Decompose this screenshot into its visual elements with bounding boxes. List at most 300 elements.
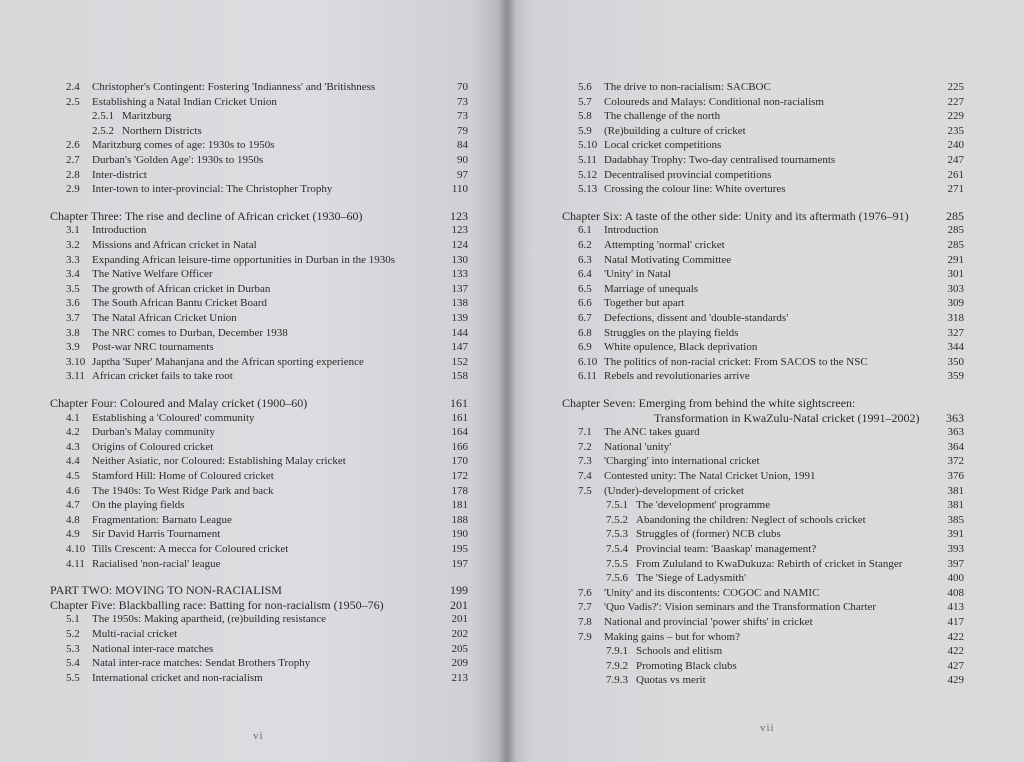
toc-heading-title: Chapter Five: Blackballing race: Batting for non-racialism (1950–76) xyxy=(50,597,384,612)
toc-page-number: 181 xyxy=(451,499,468,512)
toc-page-number: 285 xyxy=(947,224,964,237)
toc-entry-number: 5.6 xyxy=(578,81,592,93)
toc-entry xyxy=(0,355,512,370)
toc-page-number: 327 xyxy=(947,326,964,339)
toc-heading xyxy=(0,209,512,224)
toc-entry-number: 3.11 xyxy=(66,370,85,383)
toc-entry-title: The Native Welfare Officer xyxy=(92,268,213,281)
toc-entry-number: 6.3 xyxy=(578,253,592,266)
toc-heading xyxy=(506,396,1024,411)
toc-entry-title: The NRC comes to Durban, December 1938 xyxy=(92,326,288,339)
toc-entry-number: 2.7 xyxy=(66,154,80,166)
toc-entry xyxy=(0,642,512,657)
toc-entry-title: The 'development' programme xyxy=(636,499,771,512)
toc-page-number: 205 xyxy=(451,642,468,655)
toc-entry-title: Marriage of unequals xyxy=(604,282,699,295)
toc-entry-number: 5.9 xyxy=(578,124,592,137)
toc-entry-number: 3.5 xyxy=(66,282,80,295)
toc-entry xyxy=(0,311,512,326)
toc-entry xyxy=(506,659,1024,674)
toc-heading-title: Chapter Four: Coloured and Malay cricket (1900–60) xyxy=(50,396,308,410)
toc-entry-number: 5.5 xyxy=(66,671,80,684)
toc-entry-number: 4.5 xyxy=(66,470,80,482)
toc-entry xyxy=(506,440,1024,455)
toc-entry-number: 6.5 xyxy=(578,282,592,295)
toc-entry xyxy=(506,615,1024,630)
toc-entry-title: Christopher's Contingent: Fostering 'Indianness' and 'Britishness xyxy=(92,81,376,93)
toc-page-number: 110 xyxy=(451,183,468,196)
toc-entry-title: 'Unity' and its discontents: COGOC and NAMIC xyxy=(604,586,820,599)
toc-entry-number: 5.2 xyxy=(66,628,80,640)
toc-page-number: 166 xyxy=(451,440,468,453)
toc-entry xyxy=(0,369,512,384)
toc-page-number: 364 xyxy=(947,440,964,453)
toc-entry-number: 6.9 xyxy=(578,341,592,354)
toc-entry-number: 4.6 xyxy=(66,484,80,497)
toc-entry-title: The 1940s: To West Ridge Park and back xyxy=(92,484,274,497)
toc-entry-title: National 'unity' xyxy=(604,440,672,453)
toc-entry-number: 4.4 xyxy=(66,455,80,468)
toc-entry-title: Racialised 'non-racial' league xyxy=(92,557,221,570)
toc-entry xyxy=(506,253,1024,268)
toc-page-number: 137 xyxy=(451,282,468,295)
toc-entry xyxy=(0,411,512,426)
toc-entry-number: 7.3 xyxy=(578,455,592,468)
toc-entry xyxy=(0,469,512,484)
toc-heading-title: Chapter Seven: Emerging from behind the white sightscreen: xyxy=(562,396,856,410)
toc-page-number: 123 xyxy=(451,224,468,237)
toc-entry-number: 5.7 xyxy=(578,95,592,108)
toc-entry-title: Making gains – but for whom? xyxy=(604,630,740,643)
toc-entry-title: Multi-racial cricket xyxy=(92,628,178,640)
toc-page-number: 376 xyxy=(947,470,964,482)
toc-entry xyxy=(506,267,1024,282)
toc-entry-title: The politics of non-racial cricket: From SACOS to the NSC xyxy=(604,355,868,368)
toc-entry xyxy=(506,454,1024,469)
toc-entry-number: 3.1 xyxy=(66,224,80,237)
toc-page-number: 400 xyxy=(947,572,964,585)
toc-page-number: 427 xyxy=(947,659,964,672)
toc-page-number: 429 xyxy=(947,674,964,687)
toc-entry xyxy=(506,311,1024,326)
toc-entry-number: 6.7 xyxy=(578,312,592,324)
toc-entry-title: Decentralised provincial competitions xyxy=(604,168,772,181)
right-page xyxy=(506,0,1024,762)
toc-entry-number: 5.11 xyxy=(578,154,597,166)
toc-entry-title: National and provincial 'power shifts' in cricket xyxy=(604,616,813,628)
toc-heading-title: Chapter Three: The rise and decline of African cricket (1930–60) xyxy=(50,208,363,223)
toc-entry xyxy=(506,296,1024,311)
toc-entry-title: Struggles of (former) NCB clubs xyxy=(636,528,781,541)
toc-entry xyxy=(0,326,512,341)
toc-entry-title: Durban's 'Golden Age': 1930s to 1950s xyxy=(92,154,264,166)
toc-entry-title: International cricket and non-racialism xyxy=(92,671,263,684)
toc-entry xyxy=(506,571,1024,586)
toc-page-number: 158 xyxy=(451,370,468,383)
toc-page-number: 164 xyxy=(451,426,468,439)
toc-page-number: 344 xyxy=(947,341,964,354)
toc-entry xyxy=(506,238,1024,253)
toc-page-number: 309 xyxy=(947,297,964,310)
toc-heading xyxy=(0,583,512,598)
toc-page-number: 209 xyxy=(451,657,468,670)
toc-entry-number: 3.6 xyxy=(66,297,80,310)
toc-page-number: 202 xyxy=(451,628,468,640)
toc-entry-title: Attempting 'normal' cricket xyxy=(604,239,725,251)
toc-entry-title: Maritzburg comes of age: 1930s to 1950s xyxy=(92,139,275,152)
toc-entry-title: Abandoning the children: Neglect of schools cricket xyxy=(636,513,866,526)
toc-entry-title: The 1950s: Making apartheid, (re)building resistance xyxy=(92,613,326,626)
toc-entry-title: Local cricket competitions xyxy=(604,139,722,152)
toc-page-number: 90 xyxy=(457,154,468,166)
toc-page-number: 350 xyxy=(947,355,964,368)
toc-entry-title: Post-war NRC tournaments xyxy=(92,341,214,354)
toc-entry xyxy=(0,124,512,139)
toc-heading-title: Transformation in KwaZulu-Natal cricket (1991–2002) xyxy=(654,410,920,425)
toc-entry-title: Establishing a Natal Indian Cricket Union xyxy=(92,95,277,108)
toc-page-number: 381 xyxy=(947,484,964,497)
toc-entry-number: 7.5.1 xyxy=(606,499,628,512)
toc-entry-number: 3.8 xyxy=(66,326,80,339)
toc-entry xyxy=(506,557,1024,572)
toc-entry-number: 3.4 xyxy=(66,268,80,281)
toc-entry-title: Introduction xyxy=(92,224,147,237)
toc-page-number: 97 xyxy=(457,168,468,181)
toc-page-number: 363 xyxy=(946,410,964,425)
page-number-left: vi xyxy=(253,730,264,742)
toc-entry-number: 6.6 xyxy=(578,297,592,310)
toc-page-number: 201 xyxy=(451,613,468,626)
toc-entry-number: 3.10 xyxy=(66,355,86,368)
toc-page-number: 229 xyxy=(947,110,964,123)
toc-entry xyxy=(0,671,512,686)
toc-page-number: 408 xyxy=(947,586,964,599)
toc-page-number: 225 xyxy=(947,81,964,93)
toc-page-number: 201 xyxy=(450,597,468,612)
toc-page-number: 391 xyxy=(947,528,964,541)
toc-entry-title: (Re)building a culture of cricket xyxy=(604,124,746,137)
toc-entry xyxy=(0,498,512,513)
toc-entry-number: 7.6 xyxy=(578,586,592,599)
toc-entry xyxy=(0,168,512,183)
toc-entry-number: 5.10 xyxy=(578,139,598,152)
toc-page-number: 261 xyxy=(947,168,964,181)
toc-entry-number: 3.3 xyxy=(66,253,80,266)
toc-entry-title: Inter-district xyxy=(92,168,147,181)
toc-entry-number: 7.5.5 xyxy=(606,557,628,570)
toc-entry-number: 2.8 xyxy=(66,168,80,181)
toc-entry-title: Defections, dissent and 'double-standards' xyxy=(604,312,789,324)
toc-page-number: 303 xyxy=(947,282,964,295)
toc-page-number: 240 xyxy=(947,139,964,152)
toc-entry-number: 5.3 xyxy=(66,642,80,655)
toc-entry xyxy=(506,182,1024,197)
toc-entry-title: 'Quo Vadis?': Vision seminars and the Transformation Charter xyxy=(604,601,877,614)
toc-entry xyxy=(506,80,1024,95)
toc-page-number: 195 xyxy=(451,543,468,555)
toc-entry-number: 7.9.1 xyxy=(606,645,628,658)
toc-page-number: 235 xyxy=(947,124,964,137)
toc-entry-number: 3.7 xyxy=(66,312,80,324)
toc-page-number: 285 xyxy=(947,239,964,251)
toc-entry-title: On the playing fields xyxy=(92,499,185,512)
toc-entry-title: 'Charging' into international cricket xyxy=(604,455,760,468)
toc-entry-number: 5.8 xyxy=(578,110,592,123)
toc-entry xyxy=(0,440,512,455)
toc-page-number: 213 xyxy=(451,671,468,684)
toc-entry-title: Northern Districts xyxy=(122,124,202,137)
toc-page-number: 124 xyxy=(451,239,468,251)
toc-entry-title: Promoting Black clubs xyxy=(636,659,737,672)
toc-entry xyxy=(506,425,1024,440)
toc-entry-title: Stamford Hill: Home of Coloured cricket xyxy=(92,470,274,482)
toc-entry xyxy=(506,673,1024,688)
toc-entry xyxy=(0,95,512,110)
toc-entry-number: 2.5.1 xyxy=(92,110,114,123)
toc-entry xyxy=(0,542,512,557)
toc-entry-title: Neither Asiatic, nor Coloured: Establishing Malay cricket xyxy=(92,455,346,468)
toc-entry xyxy=(506,223,1024,238)
toc-page-number: 385 xyxy=(947,513,964,526)
toc-page-number: 139 xyxy=(451,312,468,324)
toc-entry-number: 5.13 xyxy=(578,183,598,196)
toc-page-number: 190 xyxy=(451,528,468,541)
toc-entry xyxy=(506,498,1024,513)
toc-entry xyxy=(0,425,512,440)
toc-page-number: 271 xyxy=(947,183,964,196)
toc-page-number: 123 xyxy=(450,208,468,223)
toc-page-number: 422 xyxy=(947,645,964,658)
toc-entry xyxy=(0,296,512,311)
toc-entry-title: From Zululand to KwaDukuza: Rebirth of cricket in Stanger xyxy=(636,557,903,570)
toc-entry xyxy=(506,630,1024,645)
toc-entry xyxy=(0,612,512,627)
toc-page-number: 197 xyxy=(451,557,468,570)
toc-entry-title: Tills Crescent: A mecca for Coloured cricket xyxy=(92,543,289,555)
toc-entry-title: The drive to non-racialism: SACBOC xyxy=(604,81,771,93)
toc-entry-number: 2.6 xyxy=(66,139,80,152)
toc-entry-number: 6.2 xyxy=(578,239,592,251)
toc-entry-number: 7.9.3 xyxy=(606,674,628,687)
toc-entry-number: 4.9 xyxy=(66,528,80,541)
book-gutter xyxy=(498,0,516,762)
toc-entry-number: 3.2 xyxy=(66,239,80,251)
toc-heading xyxy=(0,598,512,613)
toc-entry xyxy=(0,454,512,469)
toc-entry-title: Expanding African leisure-time opportunities in Durban in the 1930s xyxy=(92,253,396,266)
toc-entry-number: 6.1 xyxy=(578,224,592,237)
toc-entry-number: 2.4 xyxy=(66,81,80,93)
toc-entry xyxy=(506,513,1024,528)
toc-entry-number: 2.5 xyxy=(66,95,80,108)
toc-entry-title: Crossing the colour line: White overtures xyxy=(604,183,786,196)
toc-page-number: 285 xyxy=(946,208,964,223)
toc-entry-title: (Under)-development of cricket xyxy=(604,484,744,497)
toc-page-number: 381 xyxy=(947,499,964,512)
toc-entry-number: 5.4 xyxy=(66,657,80,670)
toc-entry xyxy=(506,542,1024,557)
toc-entry xyxy=(0,627,512,642)
toc-entry-number: 2.5.2 xyxy=(92,124,114,137)
toc-entry xyxy=(506,355,1024,370)
toc-page-number: 393 xyxy=(947,543,964,555)
toc-page-number: 73 xyxy=(457,110,468,123)
toc-page-number: 130 xyxy=(451,253,468,266)
toc-entry-title: Establishing a 'Coloured' community xyxy=(92,411,255,424)
toc-entry xyxy=(506,168,1024,183)
toc-page-number: 301 xyxy=(947,268,964,281)
toc-entry-number: 7.1 xyxy=(578,426,592,439)
toc-entry-number: 7.5 xyxy=(578,484,592,497)
toc-page-number: 247 xyxy=(947,154,964,166)
toc-entry-number: 5.1 xyxy=(66,613,80,626)
toc-heading xyxy=(0,396,512,411)
toc-page-number: 144 xyxy=(451,326,468,339)
toc-entry xyxy=(0,484,512,499)
toc-entry xyxy=(0,138,512,153)
toc-entry-number: 6.8 xyxy=(578,326,592,339)
toc-entry xyxy=(0,557,512,572)
toc-entry xyxy=(0,282,512,297)
toc-entry-title: The South African Bantu Cricket Board xyxy=(92,297,268,310)
toc-page-number: 227 xyxy=(947,95,964,108)
toc-page-number: 359 xyxy=(947,370,964,383)
toc-entry-title: The Natal African Cricket Union xyxy=(92,312,237,324)
toc-entry-title: Maritzburg xyxy=(122,110,172,123)
toc-entry-number: 3.9 xyxy=(66,341,80,354)
toc-entry-number: 4.10 xyxy=(66,543,86,555)
toc-entry-title: The challenge of the north xyxy=(604,110,721,123)
toc-entry xyxy=(506,124,1024,139)
toc-entry xyxy=(0,80,512,95)
toc-entry-title: Origins of Coloured cricket xyxy=(92,440,214,453)
toc-page-number: 138 xyxy=(451,297,468,310)
toc-entry xyxy=(506,484,1024,499)
toc-entry xyxy=(0,238,512,253)
toc-entry xyxy=(506,282,1024,297)
toc-entry-number: 6.10 xyxy=(578,355,598,368)
toc-entry-number: 4.3 xyxy=(66,440,80,453)
toc-entry xyxy=(0,153,512,168)
toc-entry xyxy=(506,340,1024,355)
toc-entry xyxy=(506,153,1024,168)
toc-entry xyxy=(506,600,1024,615)
toc-page-number: 147 xyxy=(451,341,468,354)
toc-entry-number: 4.1 xyxy=(66,411,80,424)
toc-entry-number: 6.4 xyxy=(578,268,592,281)
toc-heading-title: PART TWO: MOVING TO NON-RACIALISM xyxy=(50,583,282,598)
toc-entry-title: Durban's Malay community xyxy=(92,426,215,439)
page-number-right: vii xyxy=(760,722,775,734)
toc-page-number: 199 xyxy=(450,583,468,598)
toc-entry-number: 7.5.4 xyxy=(606,543,628,555)
toc-entry-title: White opulence, Black deprivation xyxy=(604,341,758,354)
toc-entry xyxy=(506,326,1024,341)
toc-entry-title: Coloureds and Malays: Conditional non-racialism xyxy=(604,95,824,108)
toc-entry-title: Rebels and revolutionaries arrive xyxy=(604,370,750,383)
toc-entry-number: 7.8 xyxy=(578,616,592,628)
toc-entry xyxy=(506,527,1024,542)
toc-heading-title: Chapter Six: A taste of the other side: Unity and its aftermath (1976–91) xyxy=(562,208,909,223)
toc-entry xyxy=(0,223,512,238)
toc-entry-title: Introduction xyxy=(604,224,659,237)
toc-page-number: 152 xyxy=(451,355,468,368)
toc-page-number: 397 xyxy=(947,557,964,570)
toc-entry xyxy=(0,267,512,282)
toc-entry-title: Natal Motivating Committee xyxy=(604,253,732,266)
toc-entry xyxy=(0,656,512,671)
toc-entry-title: National inter-race matches xyxy=(92,642,214,655)
toc-entry xyxy=(0,182,512,197)
toc-entry-title: Struggles on the playing fields xyxy=(604,326,739,339)
toc-page-number: 172 xyxy=(451,470,468,482)
toc-page-number: 422 xyxy=(947,630,964,643)
toc-page-number: 413 xyxy=(947,601,964,614)
toc-entry-title: Schools and elitism xyxy=(636,645,723,658)
toc-entry-number: 7.5.6 xyxy=(606,572,628,585)
toc-entry xyxy=(506,586,1024,601)
toc-entry-number: 7.7 xyxy=(578,601,592,614)
toc-entry-title: Quotas vs merit xyxy=(636,674,706,687)
toc-entry-number: 2.9 xyxy=(66,183,80,196)
toc-entry xyxy=(0,340,512,355)
toc-entry-number: 7.5.2 xyxy=(606,513,628,526)
toc-entry-title: Sir David Harris Tournament xyxy=(92,528,221,541)
toc-page-number: 161 xyxy=(451,411,468,424)
toc-page-number: 70 xyxy=(457,81,468,93)
toc-page-number: 417 xyxy=(947,616,964,628)
toc-entry-title: Dadabhay Trophy: Two-day centralised tournaments xyxy=(604,154,836,166)
toc-entry xyxy=(0,527,512,542)
toc-entry-title: Inter-town to inter-provincial: The Christopher Trophy xyxy=(92,183,333,196)
toc-entry-title: Japtha 'Super' Mahanjana and the African sporting experience xyxy=(92,355,364,368)
toc-page-number: 161 xyxy=(450,396,468,410)
toc-entry-title: The growth of African cricket in Durban xyxy=(92,282,271,295)
toc-entry-number: 7.4 xyxy=(578,470,592,482)
toc-entry xyxy=(0,109,512,124)
toc-entry-number: 7.9.2 xyxy=(606,659,628,672)
toc-entry-number: 7.9 xyxy=(578,630,592,643)
toc-entry-number: 7.5.3 xyxy=(606,528,628,541)
toc-page-number: 363 xyxy=(947,426,964,439)
toc-page-number: 84 xyxy=(457,139,468,152)
toc-page-number: 170 xyxy=(451,455,468,468)
toc-entry xyxy=(506,369,1024,384)
toc-entry-number: 4.8 xyxy=(66,513,80,526)
toc-page-number: 133 xyxy=(451,268,468,281)
toc-entry-number: 4.11 xyxy=(66,557,85,570)
toc-entry-title: African cricket fails to take root xyxy=(92,370,233,383)
toc-entry-number: 5.12 xyxy=(578,168,598,181)
toc-page-number: 79 xyxy=(457,124,468,137)
toc-entry-title: Together but apart xyxy=(604,297,685,310)
toc-entry-number: 4.2 xyxy=(66,426,80,439)
toc-entry-title: The 'Siege of Ladysmith' xyxy=(636,572,746,585)
toc-entry-title: Contested unity: The Natal Cricket Union, 1991 xyxy=(604,470,816,482)
toc-entry-title: Fragmentation: Barnato League xyxy=(92,513,232,526)
toc-entry-title: Natal inter-race matches: Sendat Brothers Trophy xyxy=(92,657,311,670)
toc-entry-number: 6.11 xyxy=(578,370,597,383)
toc-entry xyxy=(0,513,512,528)
toc-entry-title: Provincial team: 'Baaskap' management? xyxy=(636,543,817,555)
toc-entry xyxy=(506,469,1024,484)
toc-entry-title: 'Unity' in Natal xyxy=(604,268,671,281)
toc-entry-title: Missions and African cricket in Natal xyxy=(92,239,257,251)
toc-entry-number: 7.2 xyxy=(578,440,592,453)
toc-page-number: 178 xyxy=(451,484,468,497)
toc-page-number: 291 xyxy=(947,253,964,266)
toc-page-number: 318 xyxy=(947,312,964,324)
